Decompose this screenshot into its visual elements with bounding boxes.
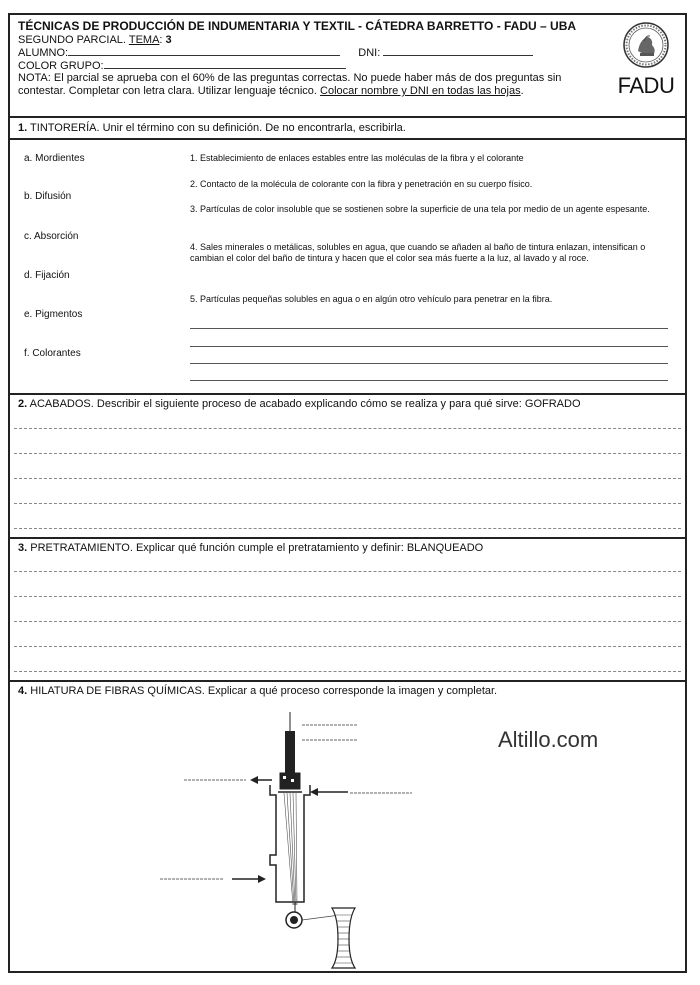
dni-label: DNI: (358, 47, 381, 59)
nota-end: . (520, 85, 524, 97)
definition-4: 4. Sales minerales o metálicas, solubles en agua, que cuando se añaden al baño de tintura enlazan, intensifican o cambian el color del baño de tintura y hacen que el color sea más fuerte a la luz, al lavado y al roce. (190, 242, 646, 263)
filaments-icon (284, 793, 297, 905)
exam-sheet (8, 13, 687, 973)
term-absorcion: c. Absorción (24, 231, 79, 242)
spinning-diagram (10, 15, 685, 971)
tema-sep: : (159, 34, 166, 46)
chamber-right-wall (295, 785, 310, 902)
nota-line-1: NOTA: El parcial se aprueba con el 60% de las preguntas correctas. No puede haber más de dos preguntas sin (18, 72, 562, 84)
exam-prefix: SEGUNDO PARCIAL. (18, 34, 129, 46)
definition-1: 1. Establecimiento de enlaces estables entre las moléculas de la fibra y el colorante (190, 153, 524, 163)
section-3-text: PRETRATAMIENTO. Explicar qué función cumple el pretratamiento y definir: BLANQUEADO (27, 542, 484, 554)
section-4-text: HILATURA DE FIBRAS QUÍMICAS. Explicar a qué proceso corresponde la imagen y completar. (27, 685, 498, 697)
section-2-number: 2. (18, 398, 28, 410)
definition-3: 3. Partículas de color insoluble que se sostienen sobre la superficie de una tela por medio de un agente espesante. (190, 204, 650, 214)
tema-label: TEMA (128, 34, 160, 46)
spinneret-icon (280, 773, 300, 789)
color-grupo-label: COLOR GRUPO: (18, 60, 104, 72)
nota-underlined: Colocar nombre y DNI en todas las hojas (320, 85, 521, 97)
spinneret-feed-icon (285, 731, 295, 773)
watermark: Altillo.com (498, 727, 599, 752)
term-fijacion: d. Fijación (24, 270, 70, 281)
bobbin-icon (332, 908, 355, 968)
term-colorantes: f. Colorantes (24, 348, 81, 359)
fadu-logo-text: FADU (617, 73, 675, 98)
term-pigmentos: e. Pigmentos (24, 309, 83, 320)
term-mordientes: a. Mordientes (24, 153, 85, 164)
section-3-number: 3. (18, 542, 28, 554)
definition-5: 5. Partículas pequeñas solubles en agua o en algún otro vehículo para penetrar en la fibra. (190, 294, 553, 304)
exam-title: TÉCNICAS DE PRODUCCIÓN DE INDUMENTARIA Y TEXTIL - CÁTEDRA BARRETTO - FADU – UBA (18, 19, 577, 33)
nota-text: contestar. Completar con letra clara. Utilizar lenguaje técnico. (18, 85, 321, 97)
section-1-number: 1. (18, 122, 28, 134)
alumno-label: ALUMNO: (18, 47, 69, 59)
term-difusion: b. Difusión (24, 191, 72, 202)
section-2-text: ACABADOS. Describir el siguiente proceso de acabado explicando cómo se realiza y para qué sirve: GOFRADO (27, 398, 581, 410)
tema-value: 3 (165, 34, 172, 46)
section-4-number: 4. (18, 685, 28, 697)
section-1-text: TINTORERÍA. Unir el término con su definición. De no encontrarla, escribirla. (27, 122, 406, 134)
definition-2: 2. Contacto de la molécula de colorante con la fibra y penetración en su cuerpo físico. (190, 179, 533, 189)
